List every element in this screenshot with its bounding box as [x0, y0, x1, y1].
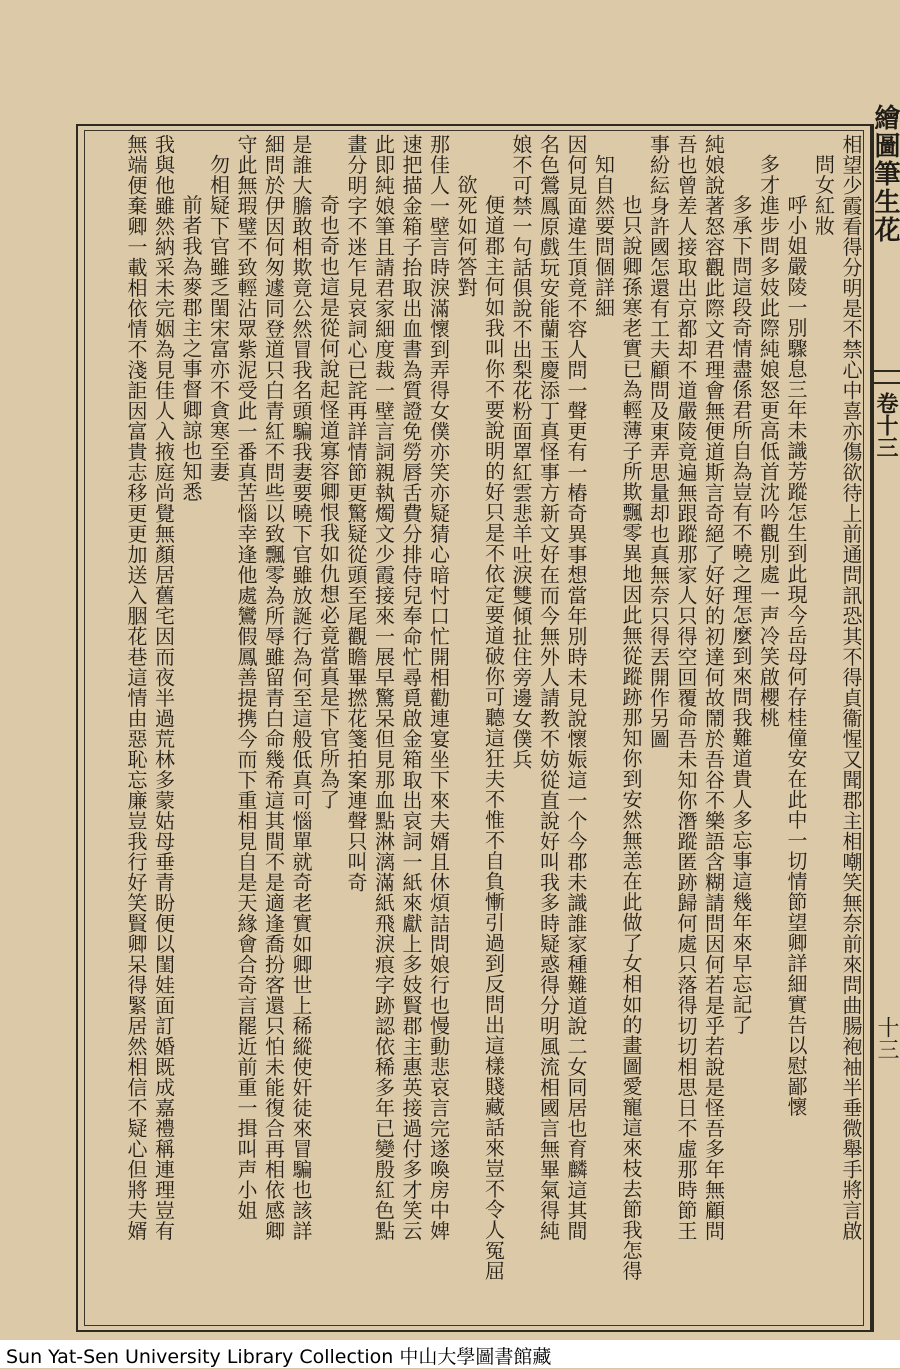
text-column: 無端便棄卿一載相依情不淺詎因富貴志移更更加送入胭花巷這情由惡恥忘廉豈我行好笑賢卿呆得緊居然相信不疑心但將夫婿	[124, 134, 148, 1241]
text-column: 畫分明字不迷乍見哀詞心已詫再詳情節更驚疑從頭至尾觀瞻畢撚花箋拍案連聲只叫奇	[344, 134, 368, 893]
text-column: 也只說卿孫寒老實已為輕薄子所欺飄零異地因此無從蹤跡那知你到安然無恙在此做了女相如的畫圖愛寵這來枝去節我怎得	[619, 174, 643, 1281]
text-column: 前者我為麥郡主之事督卿諒也知悉	[179, 174, 203, 502]
text-column: 名色鶯鳳原戲玩安能蘭玉慶添丁真怪事方新文好在而今無外人請教不妨從直說好叫我多時疑惑得分明風流相國言無畢氣得純	[536, 134, 561, 1241]
banxin-title: 繪圖筆生花	[870, 104, 900, 244]
fish-tail-mark	[872, 370, 900, 384]
text-column: 我與他雖然納采未完姻為見佳人入掖庭尚覺無顏居舊宅因而夜半過荒林多蒙姑母垂青盼便以閨娃面訂婚既成嘉禮稱連理豈有	[151, 134, 176, 1241]
banxin-center-strip	[872, 124, 900, 1332]
text-column: 細問於伊因何匆遽同登道只白青紅不問些以致飄零為所辱雖留青白命幾希這其間不是適逢喬扮客還只怕未能復合再相依感卿	[261, 134, 286, 1241]
library-collection-caption: Sun Yat-Sen University Library Collection 中山大學圖書館藏	[6, 1346, 552, 1368]
text-column: 娘不可禁一句話俱說不出梨花粉面罩紅雲悲羊吐淚雙傾扯住旁邊女僕兵	[509, 134, 533, 770]
text-column: 奇也奇也這是從何說起怪道寡容卿恨我如仇想必竟當真是下官所為了	[316, 174, 341, 810]
text-column: 勿相疑下官雖乏閨宋富亦不貪寒至妻	[206, 154, 231, 482]
text-column: 吾也曾差人接取出京都却不道嚴陵竟遍無跟蹤那家人只得空回覆命吾未知你潛蹤匿跡歸何處只落得切切相思日不虛那時節王	[674, 134, 698, 1241]
text-column: 欲死如何答對	[454, 154, 478, 298]
banxin-volume: 卷十三	[873, 392, 899, 458]
text-column: 因何見面違生頂竟不容人問一聲更有一樁奇異事想當年別時未見說懷娠這一个今郡未識誰家種難道說二女同居也育麟這其間	[564, 134, 588, 1241]
text-column: 相望少霞看得分明是不禁心中喜亦傷欲待上前通問訊恐其不得貞衞惺又聞郡主相嘲笑無奈前來問曲腸袍袖半垂微舉手將言啟	[839, 134, 863, 1241]
text-column: 純娘說著怒容觀此際文君理會無便道斯言奇絕了好好的初達何故鬧於吾谷不樂語含糊請問因何若是乎若說是怪吾多年無顧問	[701, 134, 726, 1241]
text-column: 事紛紜身許國怎還有工夫顧問及東弄思量却也真無奈只得丟開作另圖	[646, 134, 671, 749]
text-column: 多才進步問多妓此際純娘怒更高低首沈吟觀別處一声冷笑啟櫻桃	[756, 154, 781, 728]
text-column: 呼小姐嚴陵一別驟息三年未識芳蹤怎生到此現今岳母何存桂僮安在此中一切情節望卿詳細實告以慰鄙懷	[784, 174, 808, 1117]
text-columns	[92, 134, 864, 1324]
text-column: 那佳人一壁言時淚滿懷到弄得女僕亦笑亦疑猜心暗忖口忙開相勸連宴坐下來夫婿且休煩詰問娘行也慢動悲哀言完遂喚房中婢	[426, 134, 451, 1241]
text-column: 是誰大膽敢相欺竟公然冒我名頭騙我妻要曉下官雖放誕行為何至這般低真可惱單就奇老實如卿世上稀縱使奸徒來冒騙也該詳	[289, 134, 313, 1241]
text-column: 此即純娘筆且請君家細度裁一壁言詞親執燭文少霞接來一展早驚呆但見那血點淋漓滿紙飛淚痕字跡認依稀多年已變殷紅色點	[371, 134, 396, 1241]
banxin-folio-number: 十三	[874, 1016, 899, 1060]
text-column: 便道郡主何如我叫你不要說明的好只是不依定要道破你可聽這狂夫不惟不自負慚引過到反問出這樣賤藏話來豈不令人冤屈	[481, 174, 506, 1281]
text-column: 知自然要問個詳細	[591, 154, 616, 318]
text-column: 多承下問這段奇情盡係君所自為豈有不曉之理怎麼到來問我難道貴人多忘事這幾年來早忘記了	[729, 174, 753, 1035]
text-column: 速把描金箱子抬取出血書為質證免勞唇舌費分排侍兒奉命忙尋覓啟金箱取出哀詞一紙來獻上多妓賢郡主惠英接過付多才笑云	[399, 134, 423, 1241]
text-column: 守此無瑕璧不致輕沾眾紫泥受此一番真苦惱幸逢他處鸞假鳳善提携今而下重相見自是天緣會合奇言罷近前重一揖叫声小姐	[234, 134, 258, 1221]
text-column: 問女紅妝	[811, 154, 836, 236]
